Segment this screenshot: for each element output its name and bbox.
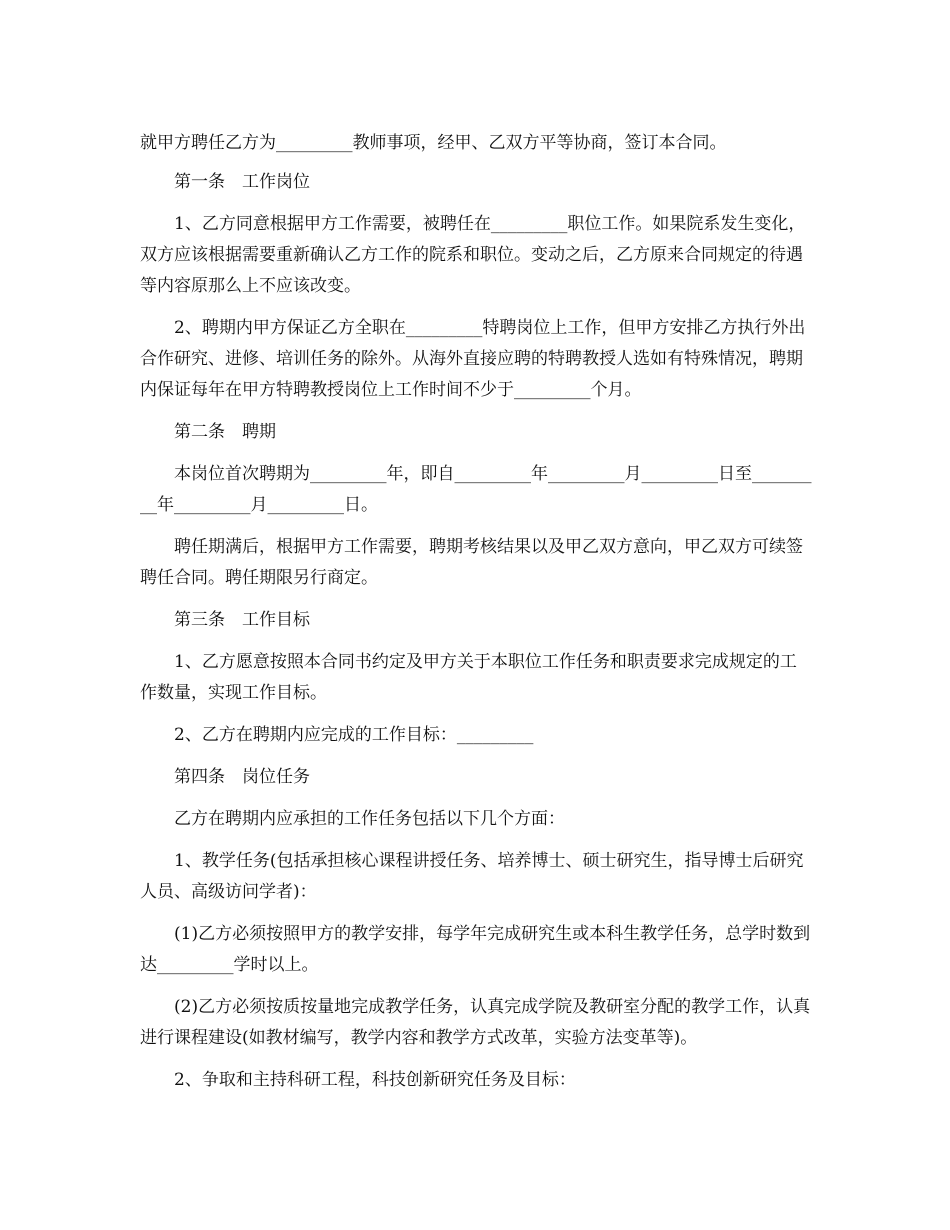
article-4-teaching-subitem-2: (2)乙方必须按质按量地完成教学任务，认真完成学院及教研室分配的教学工作，认真进行课程建设(如教材编写，教学内容和教学方式改革，实验方法变革等)。 bbox=[140, 997, 811, 1048]
article-4-heading: 第四条 岗位任务 bbox=[174, 767, 310, 787]
article-3-clause-2: 2、乙方在聘期内应完成的工作目标：_________ bbox=[174, 725, 534, 745]
article-2-heading: 第二条 聘期 bbox=[174, 422, 276, 442]
article-4-teaching-task: 1、教学任务(包括承担核心课程讲授任务、培养博士、硕士研究生，指导博士后研究人员、高级访问学者)： bbox=[140, 851, 804, 902]
article-2-renewal: 聘任期满后，根据甲方工作需要，聘期考核结果以及甲乙双方意向，甲乙双方可续签聘任合同。聘任期限另行商定。 bbox=[140, 537, 803, 588]
article-4-research-task: 2、争取和主持科研工程，科技创新研究任务及目标： bbox=[174, 1070, 576, 1090]
article-4-intro: 乙方在聘期内应承担的工作任务包括以下几个方面： bbox=[174, 809, 565, 829]
article-3-clause-1: 1、乙方愿意按照本合同书约定及甲方关于本职位工作任务和职责要求完成规定的工作数量，实现工作目标。 bbox=[140, 652, 797, 703]
article-1-clause-2: 2、聘期内甲方保证乙方全职在_________特聘岗位上工作，但甲方安排乙方执行外出合作研究、进修、培训任务的除外。从海外直接应聘的特聘教授人选如有特殊情况，聘期内保证每年在甲方特聘教授岗位上工作时间不少于_________个月。 bbox=[140, 318, 806, 400]
article-4-teaching-subitem-1: (1)乙方必须按照甲方的教学安排，每学年完成研究生或本科生教学任务，总学时数到达_________学时以上。 bbox=[140, 924, 811, 975]
article-3-heading: 第三条 工作目标 bbox=[174, 610, 310, 630]
intro-paragraph: 就甲方聘任乙方为_________教师事项，经甲、乙双方平等协商，签订本合同。 bbox=[140, 133, 727, 153]
article-2-term: 本岗位首次聘期为_________年，即自_________年_________月_________日至_________年_________月_________日。 bbox=[140, 464, 812, 515]
contract-body bbox=[140, 128, 812, 1107]
article-1-clause-1: 1、乙方同意根据甲方工作需要，被聘任在_________职位工作。如果院系发生变化，双方应该根据需要重新确认乙方工作的院系和职位。变动之后，乙方原来合同规定的待遇等内容原那么上不应该改变。 bbox=[140, 214, 806, 296]
article-1-heading: 第一条 工作岗位 bbox=[174, 172, 310, 192]
